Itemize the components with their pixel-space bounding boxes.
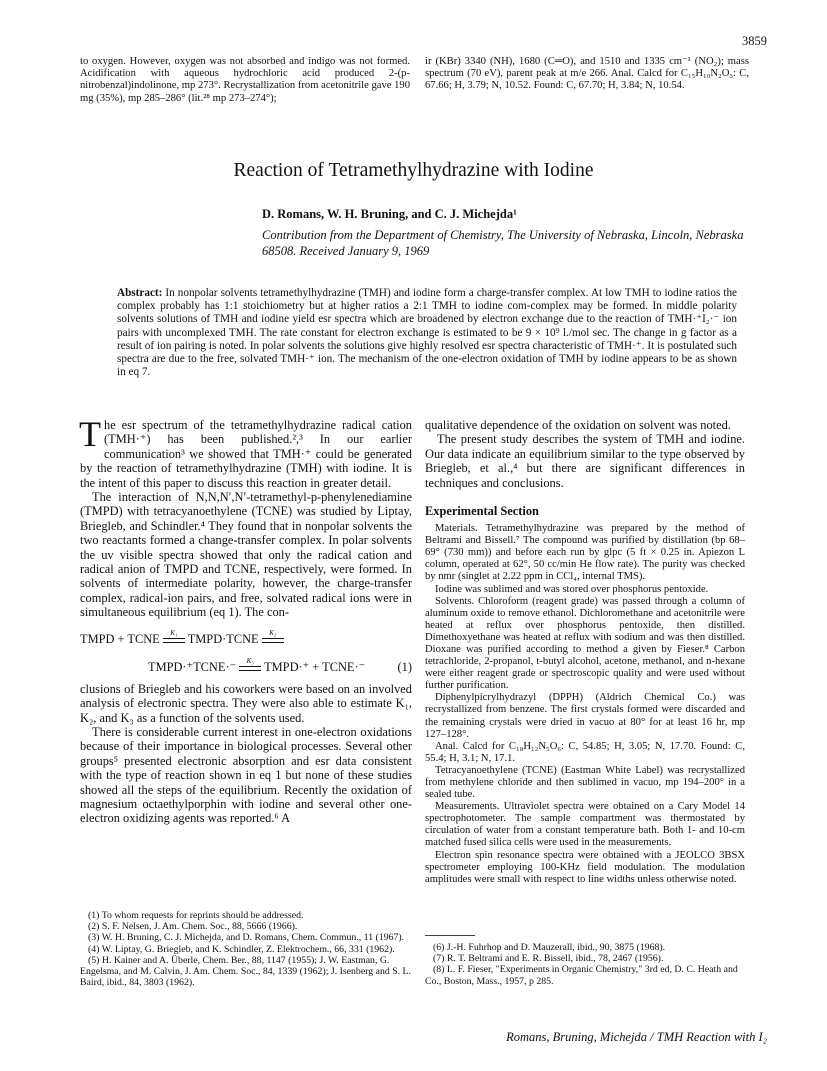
footnote: (4) W. Liptay, G. Briegleb, and K. Schindler, Z. Elektrochem., 66, 331 (1962). (88, 943, 395, 955)
exp-paragraph: Diphenylpicrylhydrazyl (DPPH) (Aldrich Chemical Co.) was recrystallized from benzene. The first crystals formed were discarded and the remaining crystals were dried in vacuo at 80° for at least 16 hr, mp 127–128°. (425, 692, 745, 740)
right-column (425, 418, 745, 886)
footnote: (3) W. H. Bruning, C. J. Michejda, and D. Romans, Chem. Commun., 11 (1967). (88, 932, 405, 944)
exp-paragraph: Solvents. Chloroform (reagent grade) was passed through a column of aluminum oxide to remove ethanol. Dichloromethane and acetonitrile were heated at reflux over phosphorus pentoxide, then distilled. Dimethoxyethane was heated at reflux with sodium and was then distilled. Dioxane was purified according to method a given by Fieser.⁸ Carbon tetrachloride, 2-propanol, t-butyl alcohol, acetone, methanol, and n-hexane were either reagent grade or spectroscopic quality and were used without further purification. (425, 595, 745, 692)
exp-paragraph: Measurements. Ultraviolet spectra were obtained on a Cary Model 14 spectrophotometer. The sample compartment was thermostated by circulation of water from a constant temperature bath. Both 1- and 10-cm matched fused silica cells were used in the measurements. (425, 801, 745, 849)
carryover-right (425, 56, 749, 93)
footnote: (1) To whom requests for reprints should be addressed. (88, 910, 304, 921)
intro-paragraph-4: There is considerable current interest in one-electron oxidations because of their importance in biological processes. Several other groups⁵ presented electronic absorption and esr data consistent with the type of reaction shown in eq 1 but none of these studies showed all the steps of the equilibrium. Recently the oxidation of magnesium octaethylporphin with iodine and several other one-electron oxidizing agents was reported.⁶ A (80, 724, 412, 826)
footnotes-left (80, 910, 412, 988)
footnote: (2) S. F. Nelsen, J. Am. Chem. Soc., 88, 5666 (1966). (88, 921, 298, 933)
carryover-left (80, 56, 410, 105)
eq-k1-label: K₁ (170, 628, 178, 637)
footnotes-right (425, 935, 749, 987)
equation-1 (80, 620, 412, 682)
footnote: (7) R. T. Beltrami and E. R. Bissell, ibid., 78, 2467 (1956). (433, 953, 664, 965)
exp-paragraph: Anal. Calcd for C₁₈H₁₂N₅O₆: C, 54.85; H, 3.05; N, 17.70. Found: C, 55.4; H, 3.1; N, 17.1. (425, 740, 745, 764)
eq-line1-complex: TMPD·TCNE (187, 631, 259, 646)
abstract-text: In nonpolar solvents tetramethylhydrazine (TMH) and iodine form a charge-transfer complex. At low TMH to iodine ratios the complex probably has 1:1 stoichiometry but at higher ratios a 2:1 TMH to iodine com-complex may be formed. In middle polarity solvents solutions of TMH and iodine yield esr spectra which are broadened by electron exchange due to the reaction of TMH·⁺I₂·⁻ ion pairs with uncomplexed TMH. The rate constant for electron exchange is estimated to be 9 × 10⁹ l./mol sec. The change in g factor as a result of ion pairing is noted. In polar solvents the solutions give highly resolved esr spectra characteristic of TMH·⁺. It is postulated such spectra are due to the free, solvated TMH·⁺ ion. The mechanism of the one-electron oxidation of TMH by iodine appears to be as shown in eq 7. (117, 287, 738, 379)
abstract (117, 287, 737, 379)
right-paragraph-1: qualitative dependence of the oxidation on solvent was noted. (425, 418, 731, 432)
article-affiliation: Contribution from the Department of Chemistry, The University of Nebraska, Lincoln, Nebraska 68508. Received January 9, 1969 (262, 228, 744, 258)
eq-k2-label: K₂ (269, 628, 277, 637)
equilibrium-arrow-k2 (262, 628, 284, 646)
left-column (79, 414, 412, 826)
eq-line2-ion-pair: TMPD·⁺TCNE·⁻ (148, 659, 237, 674)
footnote: (8) L. F. Fieser, "Experiments in Organic Chemistry," 3rd ed, D. C. Heath and Co., Boston, Mass., 1957, p 285. (425, 964, 738, 987)
eq-line2-free-ions: TMPD·⁺ + TCNE·⁻ (264, 659, 366, 674)
intro-paragraph-3: clusions of Briegleb and his coworkers were based on an involved analysis of electronic spectra. They were also able to estimate K₁, K₂, and K₃ as a function of the solvents used. (80, 681, 412, 725)
footnote: (5) H. Kainer and A. Überle, Chem. Ber., 88, 1147 (1955); J. W. Eastman, G. Engelsma, and M. Calvin, J. Am. Chem. Soc., 84, 1339 (1962); J. Isenberg and S. L. Baird, ibid., 84, 3803 (1962). (80, 954, 411, 989)
exp-paragraph: Iodine was sublimed and was stored over phosphorus pentoxide. (435, 583, 709, 595)
right-paragraph-2: The present study describes the system of TMH and iodine. Our data indicate an equilibrium similar to the type observed by Briegleb, et al.,⁴ but there are significant differences in techniques and conclusions. (425, 432, 745, 490)
running-footer: Romans, Bruning, Michejda / TMH Reaction with I₂ (506, 1030, 767, 1044)
equilibrium-arrow-k3 (239, 656, 261, 674)
drop-cap: T (79, 414, 101, 454)
page-number: 3859 (742, 34, 767, 48)
experimental-section (425, 523, 745, 886)
abstract-label: Abstract: (117, 287, 163, 299)
eq-number: (1) (397, 659, 412, 674)
section-heading: Experimental Section (425, 504, 539, 519)
exp-paragraph: Electron spin resonance spectra were obtained with a JEOLCO 3BSX spectrometer employing 100-KHz field modulation. The modulation amplitudes were small with respect to line widths unless otherwise noted. (425, 849, 745, 885)
equilibrium-arrow-k1 (163, 628, 185, 646)
exp-paragraph: Materials. Tetramethylhydrazine was prepared by the method of Beltrami and Bissell.⁷ The compound was purified by distillation (bp 68–69° (730 mm)) and before each run by glpc (5 ft × 0.25 in. Apiezon L column, operated at 62°, 50 cc/min He flow rate). The purity was checked by nmr (singlet at 2.22 ppm in CCl₄, internal TMS). (425, 523, 745, 583)
intro-paragraph-2: The interaction of N,N,N′,N′-tetramethyl-p-phenylenediamine (TMPD) with tetracyanoethylene (TCNE) was studied by Liptay, Briegleb, and Schindler.⁴ They found that in nonpolar solvents the two reactants formed a change-transfer complex. In polar solvents the uv visible spectra showed that only the radical cation and radical anion of TMPD and TCNE, respectively, were formed. In solvents of intermediate polarity, however, the charge-transfer complex, radical-ion pairs, and free, solvated radical ions were in simultaneous equilibrium (eq 1). The con- (80, 490, 412, 620)
eq-k3-label: K₃ (246, 656, 254, 665)
carryover-left-text: to oxygen. However, oxygen was not absorbed and indigo was not formed. Acidification with aqueous hydrochloric acid produced 2-(p-nitrobenzal)indolinone, mp 273°. Recrystallization from acetonitrile gave 190 mg (35%), mp 285–286° (lit.²⁸ mp 273–274°); (80, 56, 410, 104)
footnote: (6) J.-H. Fuhrhop and D. Mauzerall, ibid., 90, 3875 (1968). (433, 942, 666, 953)
article-authors: D. Romans, W. H. Bruning, and C. J. Michejda¹ (262, 207, 517, 221)
intro-paragraph-1: he esr spectrum of the tetramethylhydrazine radical cation (TMH·⁺) has been published.²,³ In our earlier communication³ we showed that TMH·⁺ could be generated by the reaction of tetramethylhydrazine (TMH) with iodine. It is the intent of this paper to discuss this reaction in greater detail. (80, 418, 412, 490)
carryover-right-text: ir (KBr) 3340 (NH), 1680 (C═O), and 1510 and 1335 cm⁻¹ (NO₂); mass spectrum (70 eV), parent peak at m/e 266. Anal. Calcd for C₁₅H₁₀N₂O₃: C, 67.66; H, 3.79; N, 10.52. Found: C, 67.70; H, 3.84; N, 10.54. (425, 56, 749, 92)
eq-line1-reactants: TMPD + TCNE (80, 631, 160, 646)
exp-paragraph: Tetracyanoethylene (TCNE) (Eastman White Label) was recrystallized from methylene chloride and then sublimed in vacuo, mp 194–200° in a sealed tube. (425, 764, 745, 801)
article-title: Reaction of Tetramethylhydrazine with Iodine (233, 160, 594, 181)
